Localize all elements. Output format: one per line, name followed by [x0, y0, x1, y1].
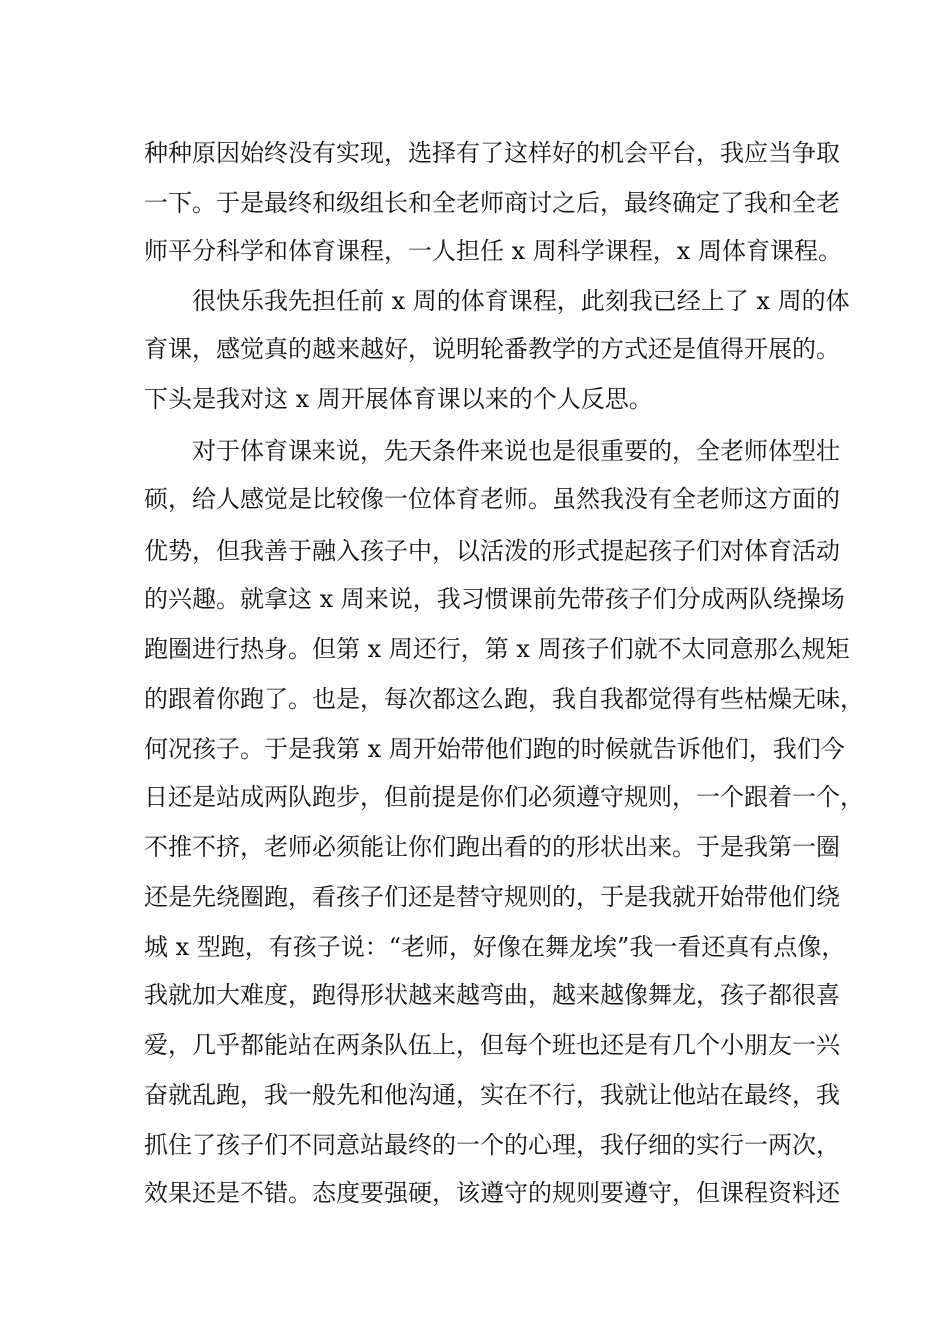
text-line: 的兴趣。就拿这 x 周来说，我习惯课前先带孩子们分成两队绕操场	[144, 585, 845, 613]
text-line: 种种原因始终没有实现，选择有了这样好的机会平台，我应当争取	[144, 139, 840, 167]
text-line: 跑圈进行热身。但第 x 周还行，第 x 周孩子们就不太同意那么规矩	[144, 635, 850, 663]
text-line: 何况孩子。于是我第 x 周开始带他们跑的时候就告诉他们，我们今	[144, 735, 845, 763]
text-line: 城 x 型跑，有孩子说：“老师，好像在舞龙埃”我一看还真有点像，	[144, 933, 846, 961]
text-line: 日还是站成两队跑步，但前提是你们必须遵守规则，一个跟着一个，	[144, 783, 864, 811]
text-line: 我就加大难度，跑得形状越来越弯曲，越来越像舞龙，孩子都很喜	[144, 981, 840, 1009]
text-line: 很快乐我先担任前 x 周的体育课程，此刻我已经上了 x 周的体	[192, 287, 850, 315]
text-line: 对于体育课来说，先天条件来说也是很重要的，全老师体型壮	[192, 437, 840, 465]
text-line: 育课，感觉真的越来越好，说明轮番教学的方式还是值得开展的。	[144, 335, 840, 363]
text-line: 下头是我对这 x 周开展体育课以来的个人反思。	[144, 385, 653, 413]
text-line: 一下。于是最终和级组长和全老师商讨之后，最终确定了我和全老	[144, 189, 840, 217]
text-line: 还是先绕圈跑，看孩子们还是替守规则的，于是我就开始带他们绕	[144, 883, 840, 911]
text-line: 师平分科学和体育课程，一人担任 x 周科学课程，x 周体育课程。	[144, 237, 842, 265]
text-line: 优势，但我善于融入孩子中，以活泼的形式提起孩子们对体育活动	[144, 537, 840, 565]
text-line: 抓住了孩子们不同意站最终的一个的心理，我仔细的实行一两次，	[144, 1131, 840, 1159]
text-line: 不推不挤，老师必须能让你们跑出看的的形状出来。于是我第一圈	[144, 833, 840, 861]
text-line: 奋就乱跑，我一般先和他沟通，实在不行，我就让他站在最终，我	[144, 1081, 840, 1109]
text-line: 的跟着你跑了。也是，每次都这么跑，我自我都觉得有些枯燥无味，	[144, 685, 864, 713]
text-line: 爱，几乎都能站在两条队伍上，但每个班也还是有几个小朋友一兴	[144, 1031, 840, 1059]
text-line: 硕，给人感觉是比较像一位体育老师。虽然我没有全老师这方面的	[144, 485, 840, 513]
text-line: 效果还是不错。态度要强硬，该遵守的规则要遵守，但课程资料还	[144, 1179, 840, 1207]
